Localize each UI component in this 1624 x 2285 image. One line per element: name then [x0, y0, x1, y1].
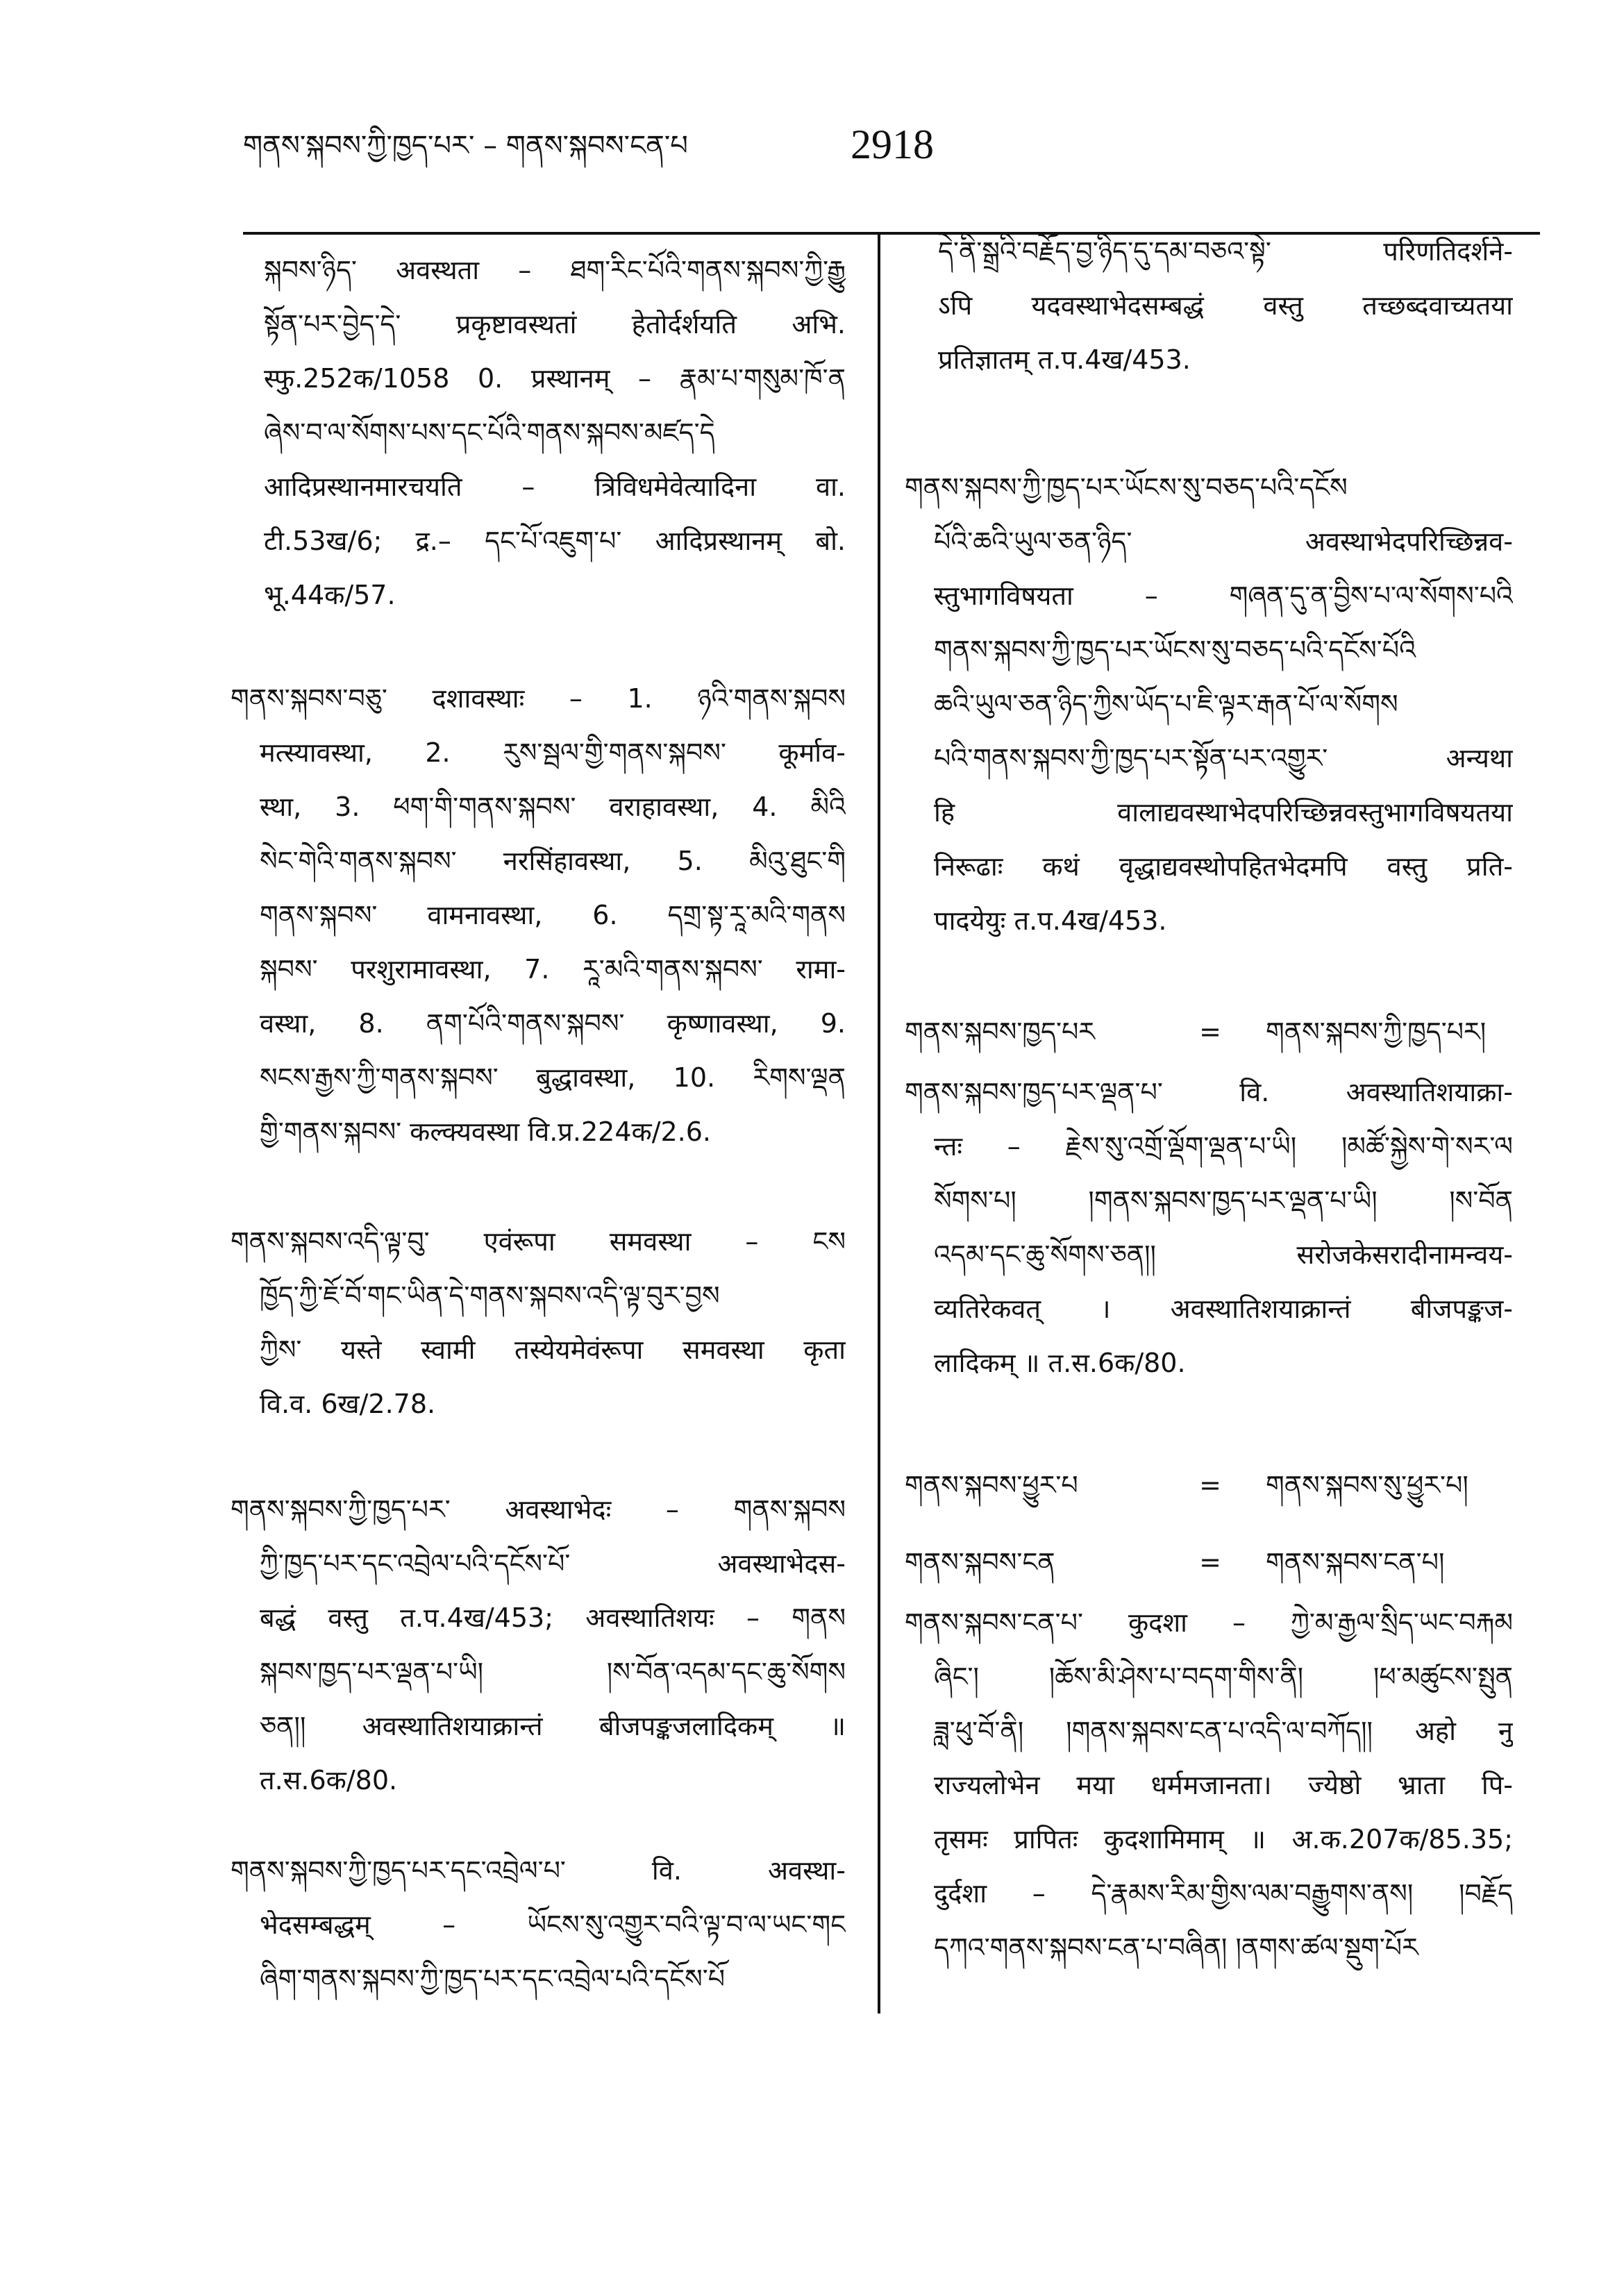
headword: གནས་སྐབས་ཁྱད་པར: [905, 1016, 1095, 1047]
entry-headline: གནས་སྐབས་ཀྱི་ཁྱད་པར་ अवस्थाभेदः – གནས་སྐབས: [231, 1494, 846, 1525]
page-number: 2918: [851, 122, 934, 167]
entry-text-line: तृसमः प्रापितः कुदशामिमाम् ॥ अ.क.207क/85.35;: [934, 1824, 1513, 1855]
entry-text-line: སྐབས་ཉིད་ अवस्थता – ཐག་རིང་པོའི་གནས་སྐབས་ཀྱི་རྒྱུ: [264, 255, 846, 285]
entry-text-line: भेदसम्बद्धम् – ཡོངས་སུ་འགྱུར་བའི་ལྟ་བ་ལ་ཡང་གང: [260, 1909, 846, 1940]
entry-text-line: बद्धं वस्तु त.प.4ख/453; अवस्थातिशयः – གནས: [260, 1602, 846, 1633]
dictionary-entry: [231, 1214, 846, 1431]
headword: གནས་སྐབས་ཕྱུར་པ: [905, 1470, 1078, 1500]
entry-text-line: སོགས་པ། །གནས་སྐབས་ཁྱད་པར་ལྡན་པ་ཡི། །ས་བོན: [934, 1185, 1513, 1216]
entry-text-line: न्तः – རྗེས་སུ་འགྲོ་ལྡོག་ལྡན་པ་ཡི། །མཚོ་སྐྱེས་གེ་སར་ལ: [934, 1131, 1513, 1162]
reference-target: གནས་སྐབས་སུ་ཕྱུར་པ།: [1266, 1470, 1468, 1500]
dictionary-entry: [905, 1535, 1513, 1589]
entry-text-line: གནས་སྐབས་ཀྱི་ཁྱད་པར་ཡོངས་སུ་བཅད་པའི་དངོས་པོའི: [934, 635, 1416, 665]
entry-text-line: སངས་རྒྱས་ཀྱི་གནས་སྐབས་ बुद्धावस्था, 10. རིགས་ལྡན: [260, 1062, 846, 1093]
entry-text-line: हि वालाद्यवस्थाभेदपरिच्छिन्नवस्तुभागविषयतया: [934, 797, 1513, 828]
dictionary-entry: [231, 671, 846, 1159]
entry-text-line: འདམ་དང་ཆུ་སོགས་ཅན།། सरोजकेसरादीनामन्वय-: [934, 1239, 1513, 1270]
dictionary-entry: [905, 1005, 1513, 1059]
entry-text-line: वि.व. 6ख/2.78.: [260, 1389, 436, 1419]
entry-headline: གནས་སྐབས་བཅུ་ दशावस्थाः – 1. ཉའི་གནས་སྐབས: [231, 683, 846, 714]
dictionary-entry: [905, 224, 1513, 387]
entry-text-line: པོའི་ཆའི་ཡུལ་ཅན་ཉིད་ अवस्थाभेदपरिच्छिन्नव-: [934, 526, 1513, 557]
entry-text-line: ཟླ་ཕུ་བོ་ནི། །གནས་སྐབས་ངན་པ་འདི་ལ་བཀོད།། अहो नु: [934, 1716, 1513, 1746]
equals-sign: =: [1199, 1470, 1221, 1500]
entry-headline: གནས་སྐབས་འདི་ལྟ་བུ་ एवंरूपा समवस्था – ངས: [231, 1226, 846, 1257]
entry-text-line: སྟོན་པར་བྱེད་དེ་ प्रकृष्टावस्थतां हेतोर्दर्शयति अभि.: [264, 309, 846, 340]
reference-target: གནས་སྐབས་ཀྱི་ཁྱད་པར།: [1266, 1016, 1487, 1047]
entry-text-line: व्यतिरेकवत् । अवस्थातिशयाक्रान्तं बीजपङ्कज-: [934, 1294, 1513, 1324]
cross-reference-entry: [905, 1535, 1513, 1589]
equals-sign: =: [1199, 1016, 1221, 1047]
entry-text-line: ཀྱིས་ यस्ते स्वामी तस्येयमेवंरूपा समवस्था कृता: [260, 1334, 846, 1365]
entry-headline: གནས་སྐབས་ཀྱི་ཁྱད་པར་དང་འབྲེལ་པ་ वि. अवस्था-: [231, 1855, 846, 1886]
equals-sign: =: [1199, 1547, 1221, 1577]
entry-text-line: भू.44क/57.: [264, 580, 396, 610]
entry-text-line: टी.53ख/6; द्र.– དང་པོ་འཇུག་པ་ आदिप्रस्थानम् बो.: [264, 526, 846, 556]
entry-text-line: त.स.6क/80.: [260, 1765, 398, 1796]
entry-text-line: ཅན།། अवस्थातिशयाक्रान्तं बीजपङ्कजलादिकम् ॥: [260, 1711, 846, 1741]
entry-headline: གནས་སྐབས་ཀྱི་ཁྱད་པར་ཡོངས་སུ་བཅད་པའི་དངོས: [905, 472, 1348, 503]
entry-text-line: དཀའ་གནས་སྐབས་ངན་པ་བཞིན། །ནགས་ཚལ་སྡུག་པོར: [934, 1932, 1418, 1963]
entry-text-line: लादिकम् ॥ त.स.6क/80.: [934, 1348, 1186, 1378]
entry-text-line: ཞིག་གནས་སྐབས་ཀྱི་ཁྱད་པར་དང་འབྲེལ་པའི་དངོས་པོ: [260, 1964, 726, 1994]
entry-text-line: སྐབས་ परशुरामावस्था, 7. རཱ་མའི་གནས་སྐབས་ रामा-: [260, 954, 846, 985]
dictionary-entry: [905, 1596, 1513, 1975]
entry-text-line: निरूढाः कथं वृद्धाद्यवस्थोपहितभेदमपि वस्तु प्रति-: [934, 851, 1513, 882]
entry-text-line: दुर्दशा – དེ་རྣམས་རིམ་གྱིས་ལམ་བརྒྱུགས་ནས། །བརྗོད: [934, 1878, 1513, 1909]
entry-text-line: ཞེས་བ་ལ་སོགས་པས་དང་པོའི་གནས་སྐབས་མཛད་དེ: [264, 417, 715, 448]
dictionary-entry: [905, 1458, 1513, 1512]
entry-headline: གནས་སྐབས་ཁྱད་པར་ལྡན་པ་ वि. अवस्थातिशयाक्रा-: [905, 1077, 1513, 1107]
dictionary-entry: [231, 1843, 846, 2006]
dictionary-entry: [231, 243, 846, 622]
entry-text-line: वस्था, 8. ནག་པོའི་གནས་སྐབས་ कृष्णावस्था, 9.: [260, 1008, 846, 1039]
reference-target: གནས་སྐབས་ངན་པ།: [1266, 1547, 1445, 1577]
entry-text-line: སྐབས་ཁྱད་པར་ལྡན་པ་ཡི། །ས་བོན་འདམ་དང་ཆུ་སོགས: [260, 1657, 846, 1687]
running-head: གནས་སྐབས་ཀྱི་ཁྱད་པར་ – གནས་སྐབས་ངན་པ: [243, 130, 688, 162]
entry-text-line: पादयेयुः त.प.4ख/453.: [934, 905, 1167, 936]
entry-headline: གནས་སྐབས་ངན་པ་ कुदशा – ཀྱེ་མ་རྒྱལ་སྲིད་ཡང་བརྐམ: [905, 1607, 1513, 1638]
entry-text-line: ཀྱི་ཁྱད་པར་དང་འབྲེལ་པའི་དངོས་པོ་ अवस्थाभेदस-: [260, 1548, 846, 1579]
entry-text-line: प्रतिज्ञातम् त.प.4ख/453.: [938, 344, 1191, 375]
entry-text-line: स्फु.252क/1058 0. प्रस्थानम् – རྣམ་པ་གསུམ་ཁོ་ན: [264, 363, 846, 394]
column-divider: [878, 233, 880, 2014]
entry-text-line: ऽपि यदवस्थाभेदसम्बद्धं वस्तु तच्छब्दवाच्यतया: [938, 290, 1513, 321]
entry-text-line: राज्यलोभेन मया धर्ममजानता। ज्येष्ठो भ्राता पि-: [934, 1770, 1513, 1800]
cross-reference-entry: [905, 1458, 1513, 1512]
entry-text-line: ཆའི་ཡུལ་ཅན་ཉིད་ཀྱིས་ཡོད་པ་ཇི་ལྟར་རྒན་པོ་ལ་སོགས: [934, 689, 1398, 719]
entry-text-line: मत्स्यावस्था, 2. རུས་སྦལ་གྱི་གནས་སྐབས་ कूर्माव-: [260, 737, 846, 768]
entry-text-line: ཞིང་། །ཆོས་མི་ཤེས་པ་བདག་གིས་ནི། །ཕ་མཚུངས་སྤུན: [934, 1662, 1513, 1692]
cross-reference-entry: [905, 1005, 1513, 1059]
entry-text-line: ཁྱོད་ཀྱི་ཇོ་བོ་གང་ཡིན་དེ་གནས་སྐབས་འདི་ལྟ་བུར་བྱས: [260, 1280, 720, 1311]
entry-text-line: स्तुभागविषयता – གཞན་དུ་ན་བྱིས་པ་ལ་སོགས་པའི: [934, 580, 1513, 611]
dictionary-entry: [905, 1065, 1513, 1390]
entry-text-line: སེང་གེའི་གནས་སྐབས་ नरसिंहावस्था, 5. མིའུ་ཐུང་གི: [260, 846, 846, 876]
entry-text-line: आदिप्रस्थानमारचयति – त्रिविधमेवेत्यादिना वा.: [264, 471, 846, 502]
entry-text-line: དེ་ནི་སྒྲའི་བརྗོད་བྱ་ཉིད་དུ་དམ་བཅའ་སྟེ་ परिणतिदर्शने-: [938, 236, 1513, 267]
dictionary-entry: [231, 1482, 846, 1807]
entry-text-line: གནས་སྐབས་ वामनावस्था, 6. དགྲ་སྟ་རཱ་མའི་གནས: [260, 900, 846, 930]
entry-text-line: स्था, 3. ཕག་གི་གནས་སྐབས་ वराहावस्था, 4. མིའི: [260, 792, 846, 822]
entry-text-line: པའི་གནས་སྐབས་ཀྱི་ཁྱད་པར་སྟོན་པར་འགྱུར་ अन्यथा: [934, 743, 1513, 773]
entry-text-line: གྱི་གནས་སྐབས་ कल्क्यवस्था वि.प्र.224क/2.6.: [260, 1116, 712, 1147]
headword: གནས་སྐབས་ངན: [905, 1547, 1055, 1577]
dictionary-entry: [905, 460, 1513, 948]
